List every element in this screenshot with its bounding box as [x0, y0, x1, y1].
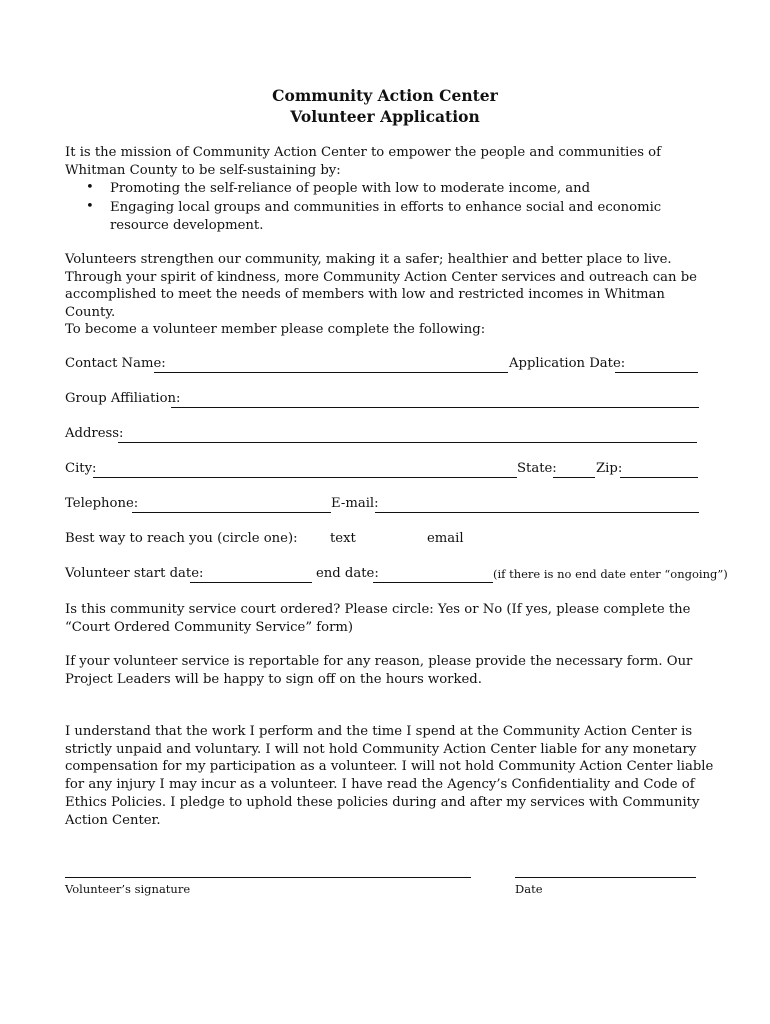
date-line[interactable]: [515, 877, 696, 878]
city-label: City:: [65, 461, 97, 476]
reportable-paragraph: If your volunteer service is reportable for any reason, please provide the necessary form. Our Project Leaders will be happy to sign off on the hours worked.: [65, 654, 693, 687]
bullet-marker: •: [86, 199, 94, 214]
address-label: Address:: [65, 426, 124, 441]
title-line-1: Community Action Center: [272, 86, 498, 105]
signature-line[interactable]: [65, 877, 471, 878]
contact-name-label: Contact Name:: [65, 356, 166, 371]
zip-field[interactable]: [620, 477, 698, 478]
date-label: Date: [515, 882, 543, 896]
start-date-label: Volunteer start date:: [65, 566, 204, 581]
address-field[interactable]: [118, 442, 697, 443]
bullet-item-1: Promoting the self-reliance of people with low to moderate income, and: [110, 181, 591, 196]
option-text[interactable]: text: [330, 531, 356, 546]
court-ordered-question: Is this community service court ordered? Please circle: Yes or No (If yes, please complete the “Court Ordered Community Service” form): [65, 602, 691, 635]
bullet-item-2: Engaging local groups and communities in efforts to enhance social and economic resource development.: [110, 200, 662, 233]
instruction-text: To become a volunteer member please complete the following:: [65, 322, 486, 337]
option-email[interactable]: email: [427, 531, 464, 546]
application-date-label: Application Date:: [509, 356, 626, 371]
state-field[interactable]: [553, 477, 595, 478]
application-date-field[interactable]: [615, 372, 698, 373]
title-line-2: Volunteer Application: [290, 107, 480, 126]
volunteers-paragraph: Volunteers strengthen our community, making it a safer; healthier and better place to live. Through your spirit of kindness, more Community Action Center services and outreach can be accomplished to meet the needs of members with low and restricted incomes in Whitman County.: [65, 252, 697, 321]
end-date-field[interactable]: [373, 582, 493, 583]
signature-label: Volunteer’s signature: [65, 882, 191, 896]
start-date-field[interactable]: [190, 582, 312, 583]
state-label: State:: [517, 461, 557, 476]
agreement-paragraph: I understand that the work I perform and the time I spend at the Community Action Center is strictly unpaid and voluntary. I will not hold Community Action Center liable for any monetary compensation for my participation as a volunteer. I will not hold Community Action Center liable for any injury I may incur as a volunteer. I have read the Agency’s Confidentiality and Code of Ethics Policies. I pledge to uphold these policies during and after my services with Community Action Center.: [65, 724, 714, 828]
email-field[interactable]: [375, 512, 699, 513]
telephone-field[interactable]: [132, 512, 331, 513]
group-affiliation-label: Group Affiliation:: [65, 391, 181, 406]
bullet-marker: •: [86, 180, 94, 195]
zip-label: Zip:: [596, 461, 623, 476]
end-date-label: end date:: [316, 566, 379, 581]
contact-name-field[interactable]: [154, 372, 508, 373]
telephone-label: Telephone:: [65, 496, 139, 511]
email-label: E-mail:: [331, 496, 379, 511]
group-affiliation-field[interactable]: [171, 407, 699, 408]
end-date-note: (if there is no end date enter “ongoing”): [493, 567, 728, 581]
mission-intro: It is the mission of Community Action Center to empower the people and communities of Whitman County to be self-sustaining by:: [65, 145, 661, 178]
city-field[interactable]: [93, 477, 517, 478]
best-way-label: Best way to reach you (circle one):: [65, 531, 298, 546]
